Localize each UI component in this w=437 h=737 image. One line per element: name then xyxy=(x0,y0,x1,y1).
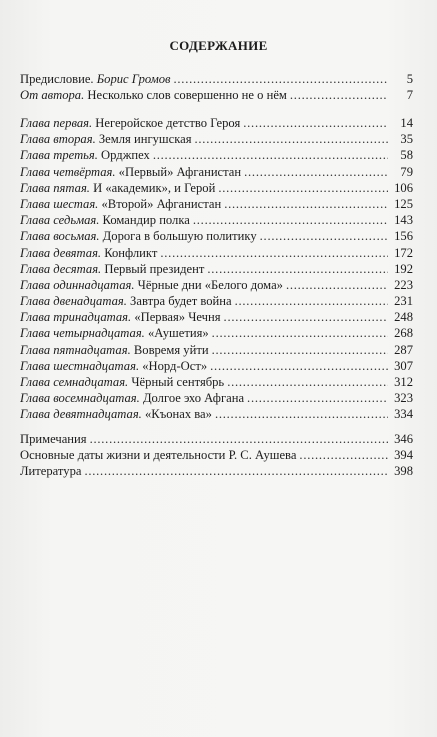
toc-entry-page-number: 398 xyxy=(394,464,413,479)
toc-entry-title xyxy=(20,406,212,422)
toc-entry-italic-part: Глава тринадцатая. xyxy=(20,310,132,325)
toc-entry xyxy=(20,71,413,87)
toc-entry-title xyxy=(20,431,87,447)
toc-entry-title xyxy=(20,358,207,374)
toc-entry-italic-part: Глава третья. xyxy=(20,148,98,163)
toc-entry-subtitle: И «академик», и Герой xyxy=(89,180,216,195)
toc-entry-prefix: Основные даты жизни и деятельности Р. С. Аушева xyxy=(20,448,297,463)
toc-entry-italic-part: Глава первая. xyxy=(20,116,93,130)
toc-entry-page-number: 223 xyxy=(394,277,413,292)
toc-entry-title xyxy=(20,87,287,103)
toc-group-front-matter xyxy=(20,71,413,103)
toc-entry-italic-part: Глава восемнадцатая. xyxy=(20,391,140,406)
dot-leader xyxy=(260,228,388,244)
toc-entry-title xyxy=(20,447,296,463)
dot-leader xyxy=(193,212,388,228)
toc-entry-subtitle: Вовремя уйти xyxy=(130,342,209,357)
toc-entry xyxy=(20,463,413,479)
toc-entry-page-number: 7 xyxy=(406,88,413,103)
toc-entry-title xyxy=(20,245,157,261)
toc-entry xyxy=(20,212,413,228)
toc-entry-prefix: Литература xyxy=(20,464,82,479)
toc-entry-page-number: 394 xyxy=(394,448,413,463)
toc-entry xyxy=(20,374,413,390)
toc-entry-title xyxy=(20,228,257,244)
toc-entry-title xyxy=(20,277,283,293)
toc-entry-prefix: Предисловие. xyxy=(20,72,97,86)
toc-entry-title xyxy=(20,180,215,196)
dot-leader xyxy=(212,342,388,358)
toc-entry xyxy=(20,431,413,447)
toc-entry xyxy=(20,180,413,196)
dot-leader xyxy=(224,309,388,325)
toc-entry xyxy=(20,342,413,358)
toc-entry-subtitle: Чёрный сентябрь xyxy=(128,375,225,389)
toc-entry-subtitle: «Къонах ва» xyxy=(141,407,212,422)
toc-entry-title xyxy=(20,374,224,390)
toc-entry-subtitle: Орджпех xyxy=(97,148,150,163)
toc-entry-title xyxy=(20,196,221,212)
toc-entry xyxy=(20,309,413,325)
toc-entry xyxy=(20,131,413,147)
toc-entry-title xyxy=(20,261,204,277)
toc-entry xyxy=(20,147,413,163)
toc-entry-subtitle: «Первая» Чечня xyxy=(131,310,221,325)
toc-entry xyxy=(20,115,413,131)
toc-entry-page-number: 248 xyxy=(394,310,413,325)
dot-leader xyxy=(153,147,388,163)
dot-leader xyxy=(235,293,388,309)
toc-entry-page-number: 287 xyxy=(394,342,413,357)
toc-entry-page-number: 125 xyxy=(394,196,413,211)
toc-entry-page-number: 231 xyxy=(394,294,413,309)
dot-leader xyxy=(243,115,388,131)
toc-entry-italic-part: От автора. xyxy=(20,88,85,103)
toc-entry-title xyxy=(20,325,209,341)
dot-leader xyxy=(207,261,388,277)
toc-entry-prefix: Примечания xyxy=(20,432,87,446)
dot-leader xyxy=(174,71,388,87)
toc-entry-italic-part: Глава пятнадцатая. xyxy=(20,342,131,357)
toc-entry-italic-part: Глава десятая. xyxy=(20,261,102,276)
dot-leader xyxy=(227,374,388,390)
toc-entry-subtitle: Несколько слов совершенно не о нём xyxy=(84,88,287,103)
toc-entry-italic-part: Борис Громов xyxy=(96,72,171,86)
toc-entry-subtitle: «Первый» Афганистан xyxy=(115,164,242,179)
dot-leader xyxy=(224,196,388,212)
toc-entry-italic-part: Глава вторая. xyxy=(20,132,96,147)
toc-entry-title xyxy=(20,342,209,358)
toc-entry-italic-part: Глава шестнадцатая. xyxy=(20,358,140,373)
dot-leader xyxy=(290,87,388,103)
toc-entry-subtitle: Завтра будет война xyxy=(126,294,232,309)
toc-entry-italic-part: Глава восьмая. xyxy=(20,229,100,244)
toc-entry-page-number: 58 xyxy=(400,148,413,163)
toc-entry-subtitle: Дорога в большую политику xyxy=(99,229,257,244)
dot-leader xyxy=(244,164,388,180)
toc-entry-subtitle: Долгое эхо Афгана xyxy=(139,391,245,406)
toc-entry-page-number: 35 xyxy=(400,132,413,147)
toc-entry-title xyxy=(20,390,244,406)
dot-leader xyxy=(299,447,388,463)
toc-entry-subtitle: «Аушетия» xyxy=(144,326,209,341)
dot-leader xyxy=(84,463,388,479)
toc-entry-page-number: 172 xyxy=(394,245,413,260)
toc-entry-title xyxy=(20,293,232,309)
toc-entry xyxy=(20,164,413,180)
toc-entry-title xyxy=(20,115,240,131)
toc-entry-title xyxy=(20,131,192,147)
toc-entry-title xyxy=(20,212,190,228)
toc-entry xyxy=(20,406,413,422)
toc-entry xyxy=(20,358,413,374)
toc-entry-page-number: 79 xyxy=(400,164,413,179)
toc-entry-title xyxy=(20,463,81,479)
contents-heading: СОДЕРЖАНИЕ xyxy=(169,38,268,53)
toc-entry xyxy=(20,293,413,309)
toc-entry-italic-part: Глава одиннадцатая. xyxy=(20,277,135,292)
dot-leader xyxy=(195,131,388,147)
dot-leader xyxy=(212,325,388,341)
toc-entry-page-number: 14 xyxy=(400,116,413,130)
toc-entry-subtitle: Негеройское детство Героя xyxy=(92,116,241,130)
toc-entry-italic-part: Глава четвёртая. xyxy=(20,164,116,179)
toc-entry-italic-part: Глава четырнадцатая. xyxy=(20,326,145,341)
dot-leader xyxy=(210,358,388,374)
toc-entry xyxy=(20,390,413,406)
toc-entry-title xyxy=(20,147,150,163)
toc-entry-italic-part: Глава девятнадцатая. xyxy=(20,407,142,422)
toc-entry xyxy=(20,325,413,341)
toc-entry-title xyxy=(20,71,171,87)
toc-entry-page-number: 156 xyxy=(394,229,413,244)
toc-entry-italic-part: Глава седьмая. xyxy=(20,213,100,228)
toc-entry-page-number: 143 xyxy=(394,213,413,228)
toc-entry-page-number: 307 xyxy=(394,358,413,373)
dot-leader xyxy=(160,245,388,261)
dot-leader xyxy=(215,406,388,422)
toc-entry-italic-part: Глава шестая. xyxy=(20,196,99,211)
toc-entry xyxy=(20,196,413,212)
toc-entry-subtitle: Первый президент xyxy=(101,261,205,276)
dot-leader xyxy=(247,390,388,406)
toc-entry xyxy=(20,261,413,277)
toc-entry-page-number: 334 xyxy=(394,407,413,422)
toc-entry-subtitle: Командир полка xyxy=(99,213,190,228)
toc-entry-page-number: 192 xyxy=(394,261,413,276)
toc-entry-italic-part: Глава пятая. xyxy=(20,180,90,195)
toc-entry-italic-part: Глава двенадцатая. xyxy=(20,294,127,309)
toc-entry xyxy=(20,277,413,293)
toc-entry-page-number: 268 xyxy=(394,326,413,341)
toc-entry-page-number: 323 xyxy=(394,391,413,406)
toc-entry-subtitle: Земля ингушская xyxy=(95,132,192,147)
toc-entry-italic-part: Глава семнадцатая. xyxy=(20,375,129,389)
toc-entry-page-number: 5 xyxy=(406,72,413,86)
toc-group-back-matter xyxy=(20,431,413,480)
toc-entry-subtitle: «Норд-Ост» xyxy=(139,358,208,373)
toc-group-chapters xyxy=(20,115,413,423)
dot-leader xyxy=(218,180,388,196)
dot-leader xyxy=(90,431,388,447)
dot-leader xyxy=(286,277,388,293)
toc-entry xyxy=(20,228,413,244)
toc-entry-page-number: 106 xyxy=(394,180,413,195)
toc-entry-italic-part: Глава девятая. xyxy=(20,245,102,260)
toc-entry-title xyxy=(20,164,241,180)
toc-entry-title xyxy=(20,309,221,325)
toc-entry-subtitle: Конфликт xyxy=(101,245,158,260)
toc-entry-subtitle: Чёрные дни «Белого дома» xyxy=(134,277,283,292)
toc-entry xyxy=(20,245,413,261)
toc-entry-page-number: 346 xyxy=(394,432,413,446)
toc-entry-subtitle: «Второй» Афганистан xyxy=(98,196,222,211)
toc-entry xyxy=(20,447,413,463)
toc-entry-page-number: 312 xyxy=(394,375,413,389)
toc-entry xyxy=(20,87,413,103)
